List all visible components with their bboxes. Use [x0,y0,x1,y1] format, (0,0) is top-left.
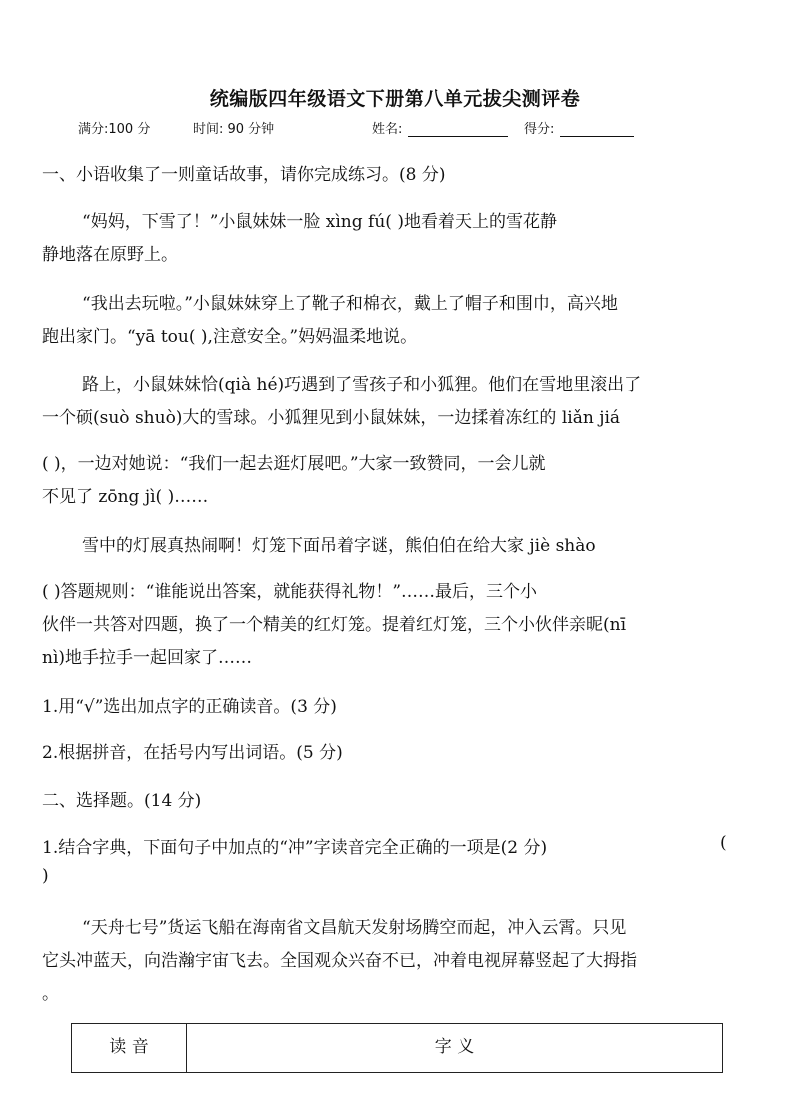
para2-line1: “我出去玩啦。”小鼠妹妹穿上了靴子和棉衣，戴上了帽子和围巾，高兴地 [82,294,618,314]
passage-line2: 它头冲蓝天，向浩瀚宇宙飞去。全国观众兴奋不已，冲着电视屏幕竖起了大拇指 [42,951,637,971]
passage-line1: “天舟七号”货运飞船在海南省文昌航天发射场腾空而起，冲入云霄。只见 [82,918,627,938]
para2-line2: 跑出家门。“yā tou( ),注意安全。”妈妈温柔地说。 [42,327,418,347]
dictionary-table [71,1023,723,1073]
para3-line1: 路上，小鼠妹妹恰(qià hé)巧遇到了雪孩子和小狐狸。他们在雪地里滚出了 [82,375,642,395]
section1-heading: 一、小语收集了一则童话故事，请你完成练习。(8 分) [42,165,446,185]
answer-paren-close[interactable]: ) [42,866,49,886]
para1-line1: “妈妈，下雪了！”小鼠妹妹一脸 xìng fú( )地看着天上的雪花静 [82,212,557,232]
score-label: 得分: [524,122,555,137]
name-field[interactable] [372,118,508,137]
section1-question1: 1.用“√”选出加点字的正确读音。(3 分) [42,697,337,717]
name-label: 姓名: [372,122,403,137]
section2-question1: 1.结合字典，下面句子中加点的“冲”字读音完全正确的一项是(2 分) [42,838,548,858]
para3-line2: 一个硕(suò shuò)大的雪球。小狐狸见到小鼠妹妹，一边揉着冻红的 liǎn jiá [42,408,621,428]
name-blank[interactable] [408,122,508,137]
passage-line3: 。 [42,984,59,1004]
para4-line3: 伙伴一共答对四题，换了一个精美的红灯笼。提着红灯笼，三个小伙伴亲昵(nī [42,615,627,635]
para1-line2: 静地落在原野上。 [42,245,178,265]
score-blank[interactable] [560,122,634,137]
exam-time: 时间: 90 分钟 [193,122,275,137]
para4-line1: 雪中的灯展真热闹啊！灯笼下面吊着字谜，熊伯伯在给大家 jiè shào [82,536,596,556]
para3-line4: 不见了 zōng jì( )…… [42,487,209,507]
table-header-row [72,1024,723,1073]
full-score: 满分:100 分 [78,122,151,137]
header-pronunciation: 读 音 [72,1024,187,1073]
para4-line4: nì)地手拉手一起回家了…… [42,648,253,668]
section2-heading: 二、选择题。(14 分) [42,791,202,811]
section1-question2: 2.根据拼音，在括号内写出词语。(5 分) [42,743,343,763]
answer-paren-open[interactable]: ( [720,833,727,853]
para4-line2: ( )答题规则：“谁能说出答案，就能获得礼物！”……最后，三个小 [42,582,538,602]
score-field[interactable] [524,118,634,137]
para3-line3: ( )，一边对她说：“我们一起去逛灯展吧。”大家一致赞同，一会儿就 [42,454,546,474]
exam-title: 统编版四年级语文下册第八单元拔尖测评卷 [209,88,581,110]
exam-info-line [0,118,790,138]
header-meaning: 字 义 [187,1024,723,1073]
